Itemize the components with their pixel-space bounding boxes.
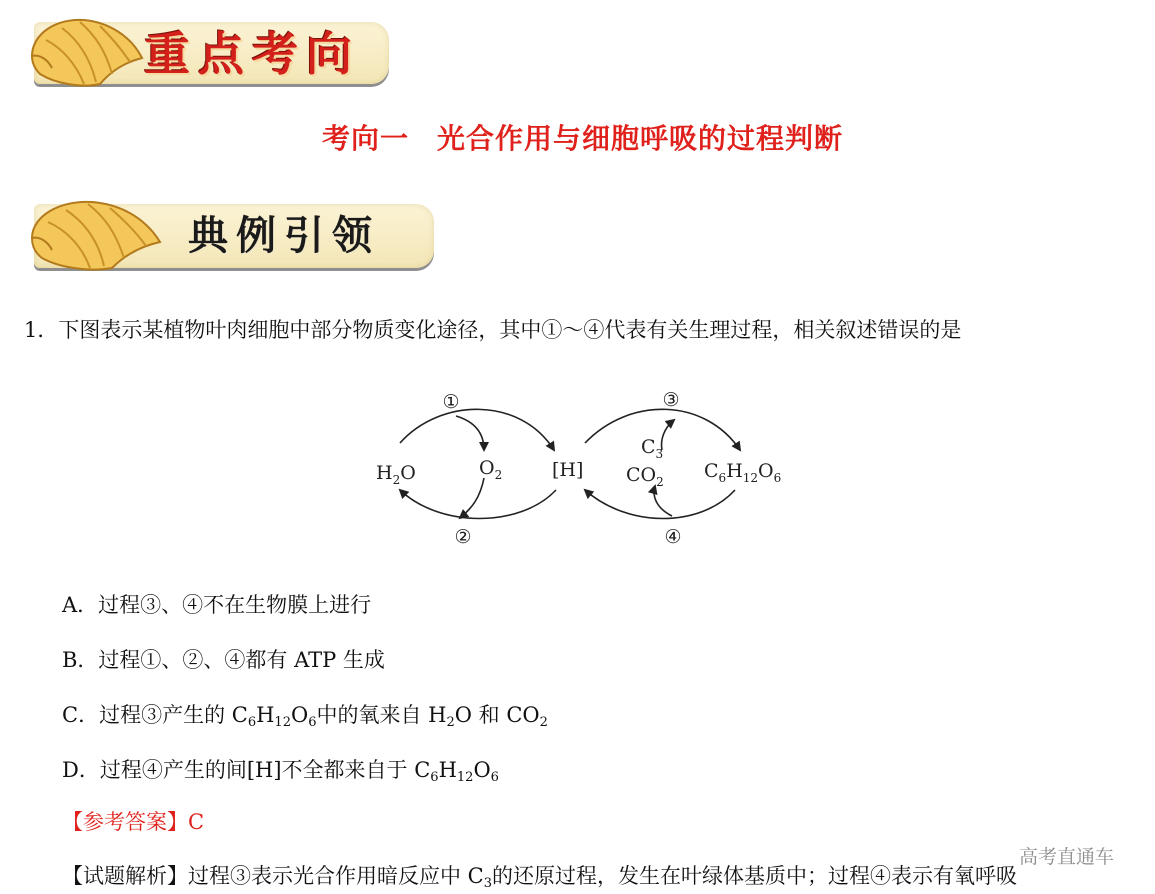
nadph-label: [H] [552, 459, 584, 481]
banner-title: 典例引领 [188, 213, 380, 259]
conch-shell-icon [26, 4, 146, 96]
arrow-4-to-co2 [654, 486, 672, 516]
option-c: C．过程③产生的 $C_6H_{12}O_6$中的氧来自 $H_2O$ 和 $CO_2$ [62, 703, 548, 730]
option-d: D．过程④产生的间[H]不全都来自于 $C_6H_{12}O_6$ [62, 758, 499, 785]
question-stem: 1．下图表示某植物叶肉细胞中部分物质变化途径，其中①～④代表有关生理过程，相关叙述错误的是 [24, 318, 962, 342]
focus-banner [26, 4, 396, 96]
analysis-text: 【试题解析】过程③表示光合作用暗反应中 $C_3$的还原过程，发生在叶绿体基质中；过程④表示有氧呼吸 [62, 864, 1018, 891]
section-topic: 光合作用与细胞呼吸的过程判断 [437, 122, 844, 155]
process-2-label: ② [454, 526, 472, 548]
option-b: B．过程①、②、④都有 ATP 生成 [62, 648, 385, 672]
conch-shell-icon [26, 186, 166, 280]
watermark: 高考直通车 [1019, 846, 1115, 868]
process-3-label: ③ [662, 389, 680, 411]
co2-label: $CO_2$ [626, 464, 664, 489]
section-label: 考向一 [322, 122, 410, 155]
banner-title: 重点考向 [144, 27, 360, 81]
glucose-label: $C_6H_{12}O_6$ [704, 460, 782, 485]
c3-label: $C_3$ [641, 436, 664, 461]
h2o-label: $H_2O$ [376, 462, 416, 487]
arrow-o2-to-2 [460, 478, 484, 518]
arrow-co2-to-c3 [662, 420, 675, 450]
section-title [322, 117, 843, 157]
arrow-process-4 [585, 490, 735, 519]
reference-answer: 【参考答案】C [62, 810, 205, 834]
process-1-label: ① [442, 391, 460, 413]
option-a: A．过程③、④不在生物膜上进行 [62, 593, 372, 617]
example-banner [26, 186, 441, 280]
process-4-label: ④ [664, 526, 682, 548]
arrow-o2-branch [456, 416, 484, 450]
arrow-process-3 [585, 409, 740, 450]
o2-label: $O_2$ [479, 457, 503, 482]
arrow-process-2 [400, 490, 556, 519]
metabolism-diagram [360, 378, 800, 550]
